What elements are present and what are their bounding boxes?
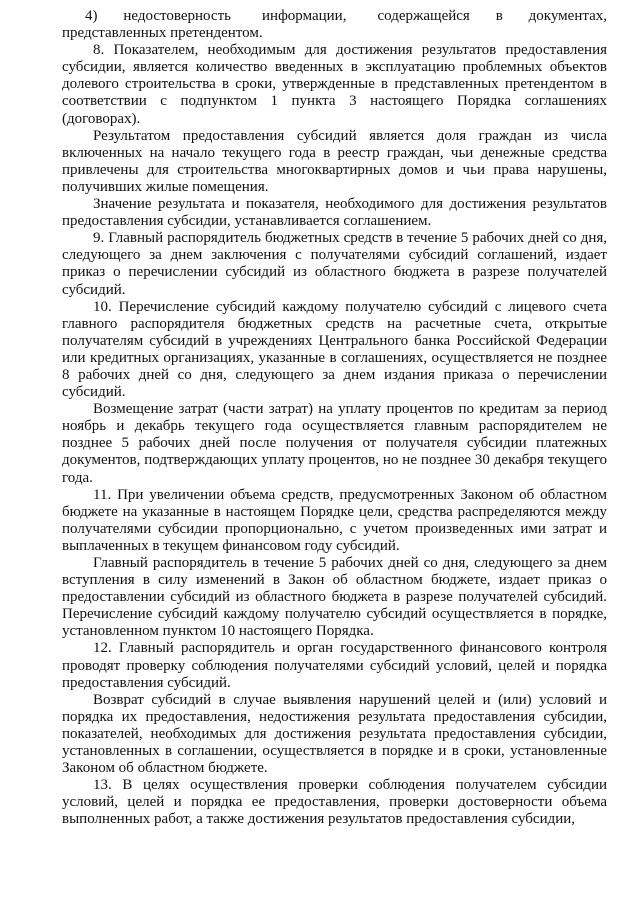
paragraph-subsidy-result: Результатом предоставления субсидий является доля граждан из числа включенных на начало текущего года в реестр граждан, чьи денежные средства привлечены для строительства многоквартирных домов и чьи права нарушены, получивших жилые помещения. [62, 127, 607, 195]
paragraph-result-value: Значение результата и показателя, необходимого для достижения результатов предоставления субсидии, устанавливается соглашением. [62, 196, 607, 230]
paragraph-clause-11: 11. При увеличении объема средств, предусмотренных Законом об областном бюджете на указанные в настоящем Порядке цели, средства распределяются между получателями субсидии пропорционально, с учетом произведенных ими затрат и выплаченных в текущем финансовом году субсидий. [62, 486, 607, 554]
paragraph-cost-reimbursement: Возмещение затрат (части затрат) на уплату процентов по кредитам за период ноябрь и декабрь текущего года осуществляется главным распорядителем не позднее 5 рабочих дней после получения от получателя субсидии платежных документов, подтверждающих уплату процентов, но не позднее 30 декабря текущего года. [62, 401, 607, 486]
document-page [62, 8, 607, 829]
paragraph-clause-12: 12. Главный распорядитель и орган государственного финансового контроля проводят проверку соблюдения получателями субсидий условий, целей и порядка предоставления субсидий. [62, 640, 607, 691]
paragraph-clause-9: 9. Главный распорядитель бюджетных средств в течение 5 рабочих дней со дня, следующего за днем заключения с получателями субсидий соглашений, издает приказ о перечислении субсидий из областного бюджета в разрезе получателей субсидий. [62, 230, 607, 298]
paragraph-clause-13: 13. В целях осуществления проверки соблюдения получателем субсидии условий, целей и порядка ее предоставления, проверки достоверности объема выполненных работ, а также достижения результатов предоставления субсидии, [62, 777, 607, 828]
paragraph-chief-administrator: Главный распорядитель в течение 5 рабочих дней со дня, следующего за днем вступления в силу изменений в Закон об областном бюджете, издает приказ о предоставлении субсидий из областного бюджета в разрезе получателей субсидий. Перечисление субсидий каждому получателю субсидий осуществляется в порядке, установленном пунктом 10 настоящего Порядка. [62, 555, 607, 640]
paragraph-item-4: 4) недостоверность информации, содержащейся в документах, представленных претендентом. [62, 8, 607, 42]
paragraph-clause-8: 8. Показателем, необходимым для достижения результатов предоставления субсидии, является количество введенных в эксплуатацию проблемных объектов долевого строительства в сроки, утвержденные в представленных претендентом в соответствии с подпунктом 1 пункта 3 настоящего Порядка соглашениях (договорах). [62, 42, 607, 127]
paragraph-clause-10: 10. Перечисление субсидий каждому получателю субсидий с лицевого счета главного распорядителя бюджетных средств на расчетные счета, открытые получателям субсидий в учреждениях Центрального банка Российской Федерации или кредитных организациях, указанные в соглашениях, осуществляется не позднее 8 рабочих дней со дня, следующего за днем издания приказа о перечислении субсидий. [62, 298, 607, 401]
paragraph-subsidy-return: Возврат субсидий в случае выявления нарушений целей и (или) условий и порядка их предоставления, недостижения результата предоставления субсидии, показателей, необходимых для достижения результата предоставления субсидии, установленных в соглашении, осуществляется в порядке и в сроки, установленные Законом об областном бюджете. [62, 691, 607, 777]
